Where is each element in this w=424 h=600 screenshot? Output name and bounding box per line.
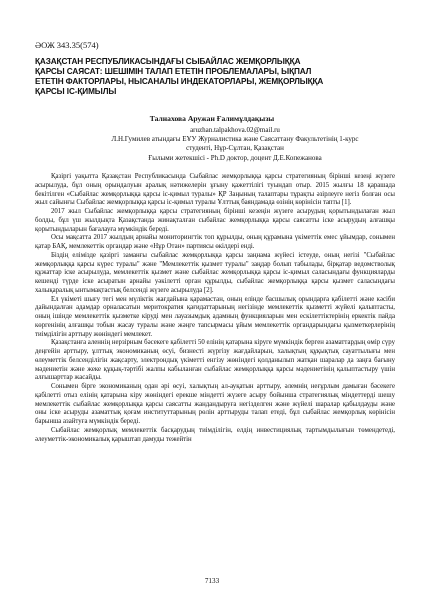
page-number: 7133 (204, 577, 220, 585)
udc-code: ӘОЖ 343.35(574) (35, 40, 99, 50)
body-paragraph: Сыбайлас жемқорлық мемлекеттік басқарудың тиімділігін, елдің инвестициялық тартымдылығын төмендетеді, әлеуметтік-экономикалық қарыштап дамуды тежейтін (35, 426, 395, 443)
article-title (35, 57, 393, 97)
title-line: ЕТЕТІН ФАКТОРЛАРЫ, НЫСАНАЛЫ ИНДЕКАТОРЛАРЫ, ЖЕМҚОРЛЫҚҚА (35, 77, 324, 86)
author-name: Талнахова Аружан Ғалимұлдақызы (149, 114, 275, 123)
title-line: ҚАЗАҚСТАН РЕСПУБЛИКАСЫНДАҒЫ СЫБАЙЛАС ЖЕМҚОРЛЫҚҚА (35, 57, 301, 66)
body-paragraph: Біздің елімізде қазіргі заманғы сыбайлас жемқорлыққа қарсы заңнама жүйесі істеуде, оның негізі "Сыбайлас жемқорлыққа қарсы күрес туралы" және "Мемлекеттік қызмет туралы" заңдар болып табылады, бірқатар ведомстволық құжаттар іске асырылуда, мемлекеттік қызмет және сыбайлас жемқорлыққа қарсы іс-қимыл саласындағы функцияларды кешенді түрде іске асыратын арнайы уәкілетті орган құрылды, сыбайлас жемқорлыққа қарсы қызмет саласындағы халықаралық ынтымақтастық белсенді жүзеге асырылуда [2]. (35, 251, 395, 294)
affiliation-line: Л.Н.Гумилев атындағы ЕҰУ Журналистика және Саясаттану Факультетінің 1-курс (111, 135, 359, 144)
title-line: ҚАРСЫ ІС-ҚИМЫЛЫ (35, 87, 117, 96)
body-paragraph: Осы мақсатта 2017 жылдың арнайы мониторингтік топ құрылды, оның құрамына үкіметтік емес ұйымдар, сонымен қатар БАҚ, мемлекеттік органдар және «Нұр Отан» партиясы өкілдері енді. (35, 234, 395, 250)
body-paragraph: Қазіргі уақытта Қазақстан Республикасында Сыбайлас жемқорлыққа қарсы стратегияның бірінші кезеңі жүзеге асырылуда, бұл оның орындалуын аралық нәтижелерін ұғыну қажеттілігі туындап отыр. 2015 жылғы 18 қарашада бекітілген «Сыбайлас жемқорлыққа қарсы іс-қимыл туралы» ҚР Заңының талаптары тұрақты әзірлеуге негіз болған осы жыл сайынғы Сыбайлас жемқорлыққа қарсы іс-қимыл туралы Ұлттық баяндамада өзінің көрінісін тапты [1]. (35, 173, 395, 207)
body-paragraph: Сонымен бірге экономиканың одан әрі өсуі, халықтың ал-ауқатын арттыру, әлемнің неғұрлым дамыған бәсекеге қабілетті отыз елінің қатарына кіру жөніндегі ерекше міндетті жүзеге асыру бойынша стратегиялық міндеттерді шешу мемлекеттік сыбайлас жемқорлыққа қарсы саясатты жандандыруға негізделген және жүйелі шаралар қабылдауды және оны іске асыруды азаматтық қоғам институттарының рөлін арттыруды талап етеді, бұл сыбайлас жемқорлық көрінісін барынша азайтуға мүмкіндік береді. (35, 383, 395, 425)
body-paragraph: 2017 жыл Сыбайлас жемқорлыққа қарсы стратегияның бірінші кезеңін жүзеге асырудың қорытындылаған жыл болды, бұл үш жылдықта Қазақстанда жинақталған сыбайлас жемқорлыққа қарсы саясатты іске асырудың алғашқы қорытындыларын бағалауға мүмкіндік береді. (35, 208, 395, 233)
title-line: ҚАРСЫ САЯСАТ: ШЕШІМІН ТАЛАП ЕТЕТІН ПРОБЛЕМАЛАРЫ, ЫҚПАЛ (35, 67, 312, 76)
author-affiliation (110, 126, 360, 163)
affiliation-line: студенті, Нұр-Сұлтан, Қазақстан (186, 144, 284, 153)
supervisor-line: Ғылыми жетекшісі - Ph.D доктор, доцент Д.Е.Копежанова (148, 153, 322, 162)
author-email: aruzhan.talpakhova.02@mail.ru (190, 126, 280, 134)
body-paragraph: Ел үкіметі шығу тегі мен мүліктік жағдайына қарамастан, оның елінде басшылық орындарға қабілетті және кәсіби дайындалған адамдар орналасатын меритократия қағидаттарының негізінде мемлекеттік қызметті жүйелі қалыптасты, оның ішінде мемлекеттік қызметке кіруді мен лауазымдық адамның функцияларын мен ескілеттіктерінің еркектік пайда көргенінің алғашқы тобын жасау туралы және жәңге тапсырмасы ұйым мемлекеттік органдарындағы қызметкерлерінің тиімділігін арттыру жөніндегі мемлекет. (35, 295, 395, 338)
body-paragraph: Қазақстанға аленнің нерзірным бәсекеге қабілетті 50 елінің қатарына кіруге мүмкіндік берген азаматтардың өмір сүру деңгейін арттыру, ұлттық экономиканың өсуі, бизнесті жүргізу жағдайларын, халықтың құқықтық сауаттылығы мен өлеуметтік белсенділігін жақсарту, электрондық үкіметті енгізу жөніндегі қолданылып жатқан шаралар да заңға бағыну мәдениетін және жеке құқық-тәртібі жалпы кабыланған сыбайлас жемқорлыққа қарсы мәдениетінің қалыптастыру үшін алғышарттар жасайды. (35, 339, 395, 382)
article-body (35, 173, 395, 444)
